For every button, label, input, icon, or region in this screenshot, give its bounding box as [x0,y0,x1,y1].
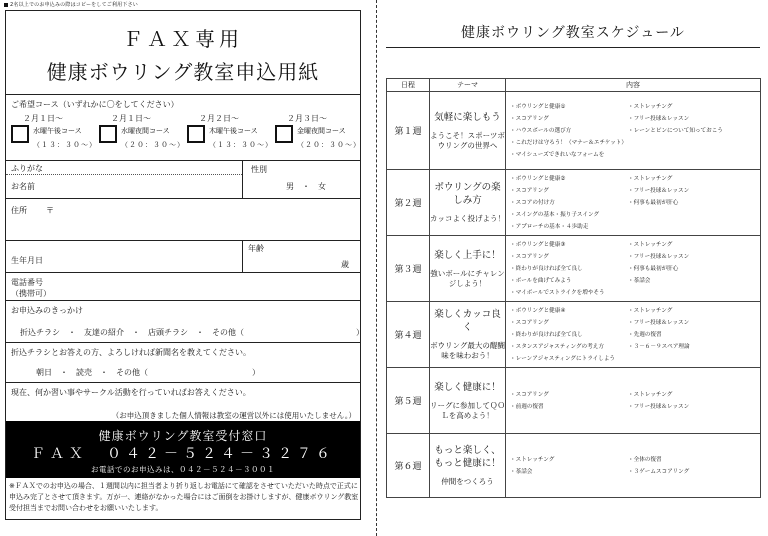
content-item: ・ ボウリングと健康② [510,173,628,185]
course-checkbox[interactable] [11,125,29,143]
theme-sub: ボウリング最大の醍醐味を味わおう！ [430,341,505,360]
content-item: ・ スタンスアジャスティングの考え方 [510,341,628,353]
theme-sub: 強いボールにチャレンジしよう！ [430,268,505,288]
schedule-row [387,92,761,170]
content-item: ・ 先週の復習 [628,329,756,341]
schedule-row [387,236,761,302]
content-item: ・ 何事も最初が肝心 [628,197,756,209]
content-item: ・ マイシューズできれいなフォームを [510,149,756,161]
course-checkbox[interactable] [275,125,293,143]
trigger-options[interactable]: 折込チラシ ・ 友達の紹介 ・ 店頭チラシ ・ その他（ ） [20,328,364,337]
application-title: 健康ボウリング教室申込用紙 [46,60,320,84]
form-header [6,11,360,95]
course-name: 水曜午後コース [33,127,82,135]
week-content [506,302,761,368]
week-theme [430,236,506,302]
theme-sub: リーグに参加してＱＯＬを高めよう！ [430,400,505,420]
content-item: ・ これだけは守ろう！（マナー＆エチケット） [510,137,756,149]
content-item: ・ ストレッチング [628,101,756,113]
course-option[interactable] [187,113,275,153]
content-item: ・ スコアリング [510,317,628,329]
application-form [5,10,364,520]
theme-main: 気軽に楽しもう [434,111,501,123]
week-label: 第５週 [387,368,430,434]
course-section [6,95,360,161]
course-time: （１３：３０～） [33,141,97,149]
theme-sub: 仲間をつくろう [441,477,494,486]
course-date: ２月２日～ [199,114,239,123]
content-item: ・ 終わりが良ければ全て良し [510,329,628,341]
content-item: ・ レーンとピンについて知っておこう [628,125,756,137]
content-item: ・ 茶話会 [510,466,628,478]
course-checkbox[interactable] [99,125,117,143]
newspaper-section [6,343,360,383]
content-item: ・ ボウリングと健康① [510,101,628,113]
week-content [506,236,761,302]
content-item: ・ ストレッチング [628,239,756,251]
newspaper-options[interactable]: 朝日 ・ 読売 ・ その他（ ） [36,368,260,377]
content-item: ・ ３ゲームスコアリング [628,466,756,478]
theme-sub: ようこそ！スポーツボウリングの世界へ [430,130,505,150]
content-item: ・ ハウスボールの選び方 [510,125,628,137]
week-theme [430,92,506,170]
course-date: ２月１日～ [111,114,151,123]
week-label: 第１週 [387,92,430,170]
newspaper-label: 折込チラシとお答えの方、よろしければ新聞名を教えてください。 [11,348,251,357]
content-item: ・ ストレッチング [510,454,628,466]
content-item: ・ フリー投球＆レッスン [628,185,756,197]
schedule-row [387,302,761,368]
content-item: ・ マイボールでストライクを増やそう [510,287,756,299]
age-unit: 歳 [341,260,349,269]
header-content: 内容 [506,79,761,92]
hobby-label: 現在、何か習い事やサークル活動を行っていればお答えください。 [11,388,251,397]
reception-window [6,421,360,478]
course-date: ２月１日～ [23,114,63,123]
course-name: 木曜午後コース [209,127,258,135]
birth-section[interactable] [6,241,360,273]
address-section[interactable] [6,199,360,241]
week-label: 第６週 [387,434,430,498]
week-theme [430,302,506,368]
theme-main: もっと楽しく、もっと健康に！ [434,445,501,469]
sex-options[interactable]: 男 ・ 女 [286,182,326,191]
course-label: ご希望コース（いずれかに〇をしてください） [11,100,179,109]
name-section [6,161,360,199]
week-label: 第２週 [387,170,430,236]
content-item: ・ 茶話会 [628,275,756,287]
header-date: 日程 [387,79,430,92]
name-label: お名前 [11,182,35,191]
content-item: ・ スコアの付け方 [510,197,628,209]
theme-sub: カッコよく投げよう！ [430,214,505,223]
content-item: ・ ストレッチング [628,173,756,185]
privacy-note: （お申込頂きました個人情報は教室の運営以外には使用いたしません。） [111,411,356,420]
course-option[interactable] [99,113,187,153]
copy-note: 2名以上でのお申込みの際はコピーをしてご利用下さい [4,1,138,8]
course-time: （２０：３０～） [121,141,185,149]
trigger-section [6,301,364,343]
course-time: （２０：３０～） [297,141,361,149]
week-theme [430,170,506,236]
content-item: ・ スコアリング [510,185,628,197]
week-label: 第３週 [387,236,430,302]
week-content [506,368,761,434]
reception-fax: ＦＡＸ ０４２－５２４－３２７６ [31,446,335,462]
course-option[interactable] [275,113,363,153]
week-theme [430,368,506,434]
content-item: ・ スイングの基本・振り子スイング [510,209,756,221]
week-content [506,434,761,498]
phone-section[interactable] [6,273,360,301]
cut-line [376,0,377,536]
content-item: ・ スコアリング [510,251,628,263]
course-option[interactable] [11,113,99,153]
phone-label: 電話番号 [11,278,43,287]
reception-title: 健康ボウリング教室受付窓口 [98,429,268,443]
content-item: ・ アプローチの基本・４歩助走 [510,221,756,233]
content-item: ・ フリー投球＆レッスン [628,317,756,329]
phone-sub: （携帯可） [11,289,51,298]
content-item: ・ ３－６－９スペア理論 [628,341,756,353]
content-item: ・ スコアリング [510,113,628,125]
content-item: ・ 全体の復習 [628,454,756,466]
theme-main: ボウリングの楽しみ方 [434,182,501,206]
content-item: ・ フリー投球＆レッスン [628,251,756,263]
theme-main: 楽しくカッコ良く [434,309,501,333]
content-item: ・ ボウリングと健康④ [510,305,628,317]
content-item: ・ ボウリングと健康③ [510,239,628,251]
schedule-table [386,78,761,498]
content-item: ・ スコアリング [510,389,628,401]
week-theme [430,434,506,498]
schedule-row [387,170,761,236]
sex-label: 性別 [251,165,267,174]
course-time: （１３：３０～） [209,141,273,149]
fax-only-title: ＦＡＸ専用 [123,27,243,51]
week-content [506,92,761,170]
content-item: ・ レーンアジャスティングにトライしよう [510,353,756,365]
course-name: 水曜夜間コース [121,127,170,135]
age-label: 年齢 [248,244,264,253]
address-label: 住所 [11,206,27,215]
schedule-title-rule [386,47,760,48]
furigana-label: ふりがな [11,164,43,173]
content-item: ・ フリー投球＆レッスン [628,113,756,125]
course-checkbox[interactable] [187,125,205,143]
reception-phone: お電話でのお申込みは、０４２－５２４－３００１ [91,465,275,474]
content-item: ・ ボールを曲げてみよう [510,275,628,287]
content-item: ・ 何事も最初が肝心 [628,263,756,275]
schedule-header-row [387,79,761,92]
birth-label: 生年月日 [11,256,43,265]
content-item: ・ 終わりが良ければ全て良し [510,263,628,275]
header-theme: テーマ [430,79,506,92]
week-content [506,170,761,236]
trigger-label: お申込みのきっかけ [11,306,83,315]
schedule-row [387,434,761,498]
week-label: 第４週 [387,302,430,368]
schedule-row [387,368,761,434]
hobby-section[interactable] [6,383,360,409]
theme-main: 楽しく上手に！ [434,249,501,261]
schedule-title: 健康ボウリング教室スケジュール [461,25,685,41]
content-item: ・ フリー投球＆レッスン [628,401,756,413]
course-date: ２月３日～ [287,114,327,123]
content-item: ・ ストレッチング [628,389,756,401]
course-name: 金曜夜間コース [297,127,346,135]
theme-main: 楽しく健康に！ [434,381,501,393]
content-item: ・ ストレッチング [628,305,756,317]
postal-mark: 〒 [46,206,54,215]
content-item: ・ 前週の復習 [510,401,628,413]
fax-footnote: ※ＦＡＸでのお申込の場合、１週間以内に担当者より折り返しお電話にて確認をさせていただいた時点で正式に申込み完了とさせて頂きます。万が一、連絡がなかった場合にはご面倒をお掛けしますが、健康ボウリング教室受付担当までお問い合わせをお願いいたします。 [9,482,359,512]
